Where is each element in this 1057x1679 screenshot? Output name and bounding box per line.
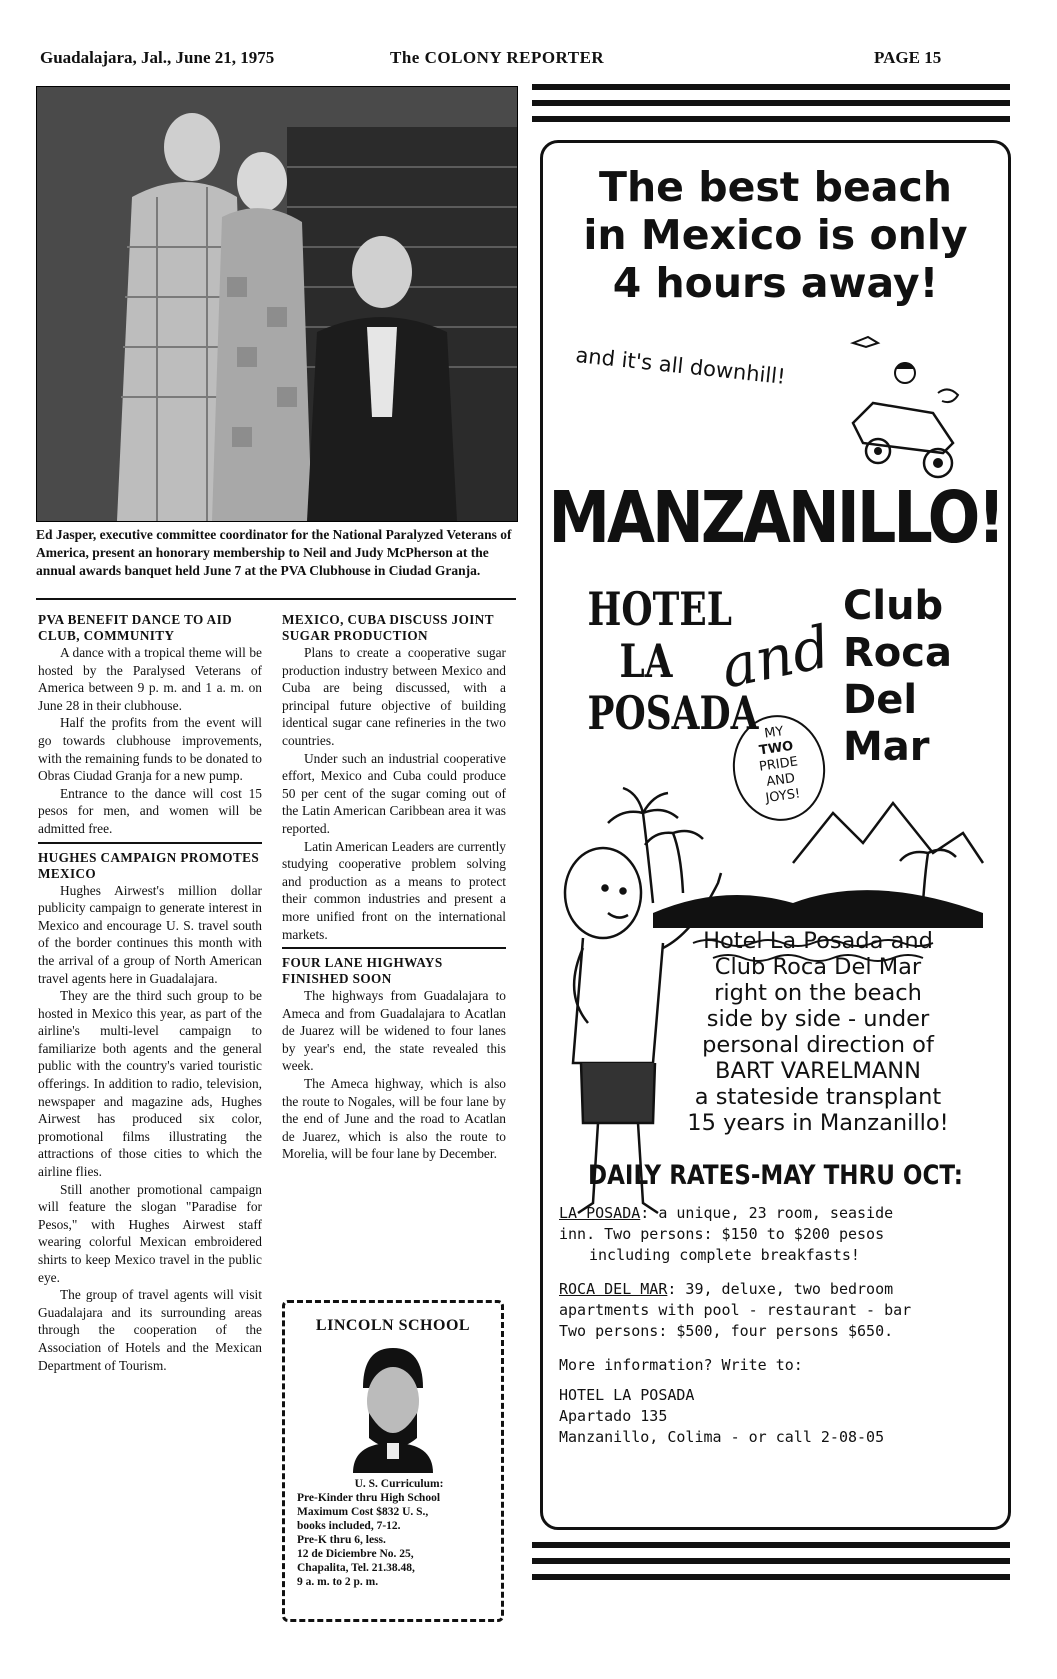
rates-line: apartments with pool - restaurant - bar xyxy=(559,1301,912,1319)
lincoln-line: Pre-Kinder thru High School xyxy=(297,1492,441,1504)
hughes-paragraph: Still another promotional campaign will feature the slogan "Paradise for Pesos," with Hughes Airwest staff wearing colorful Mexican embroidered shirts to keep Mexico travel in the public eye. xyxy=(38,1181,262,1285)
article-rule xyxy=(38,842,262,844)
ad-stripe xyxy=(532,84,1010,90)
rates-line: inn. Two persons: $150 to $200 pesos xyxy=(559,1225,885,1243)
more-info: More information? Write to: xyxy=(559,1356,803,1374)
lincoln-line: books included, 7-12. xyxy=(297,1520,401,1532)
manzanillo-ad xyxy=(540,140,1011,1530)
desc-line: personal direction of xyxy=(702,1032,934,1058)
hughes-headline: HUGHES CAMPAIGN PROMOTES MEXICO xyxy=(38,849,260,881)
article-rule xyxy=(282,947,506,949)
hughes-article xyxy=(38,882,262,1375)
address-block xyxy=(559,1385,999,1448)
pva-paragraph: A dance with a tropical theme will be hosted by the Paralysed Veterans of America between 9 p. m. and 1 a. m. on June 28 in their clubhouse. xyxy=(38,645,262,713)
lincoln-line: U. S. Curriculum: xyxy=(354,1478,444,1490)
photo-caption: Ed Jasper, executive committee coordinator for the National Paralyzed Veterans of America, present an honorary membership to Neil and Judy McPherson at the annual awards banquet held June 7 at the PVA Clubhouse in Ciudad Granja. xyxy=(36,527,512,578)
highways-headline: FOUR LANE HIGHWAYS FINISHED SOON xyxy=(282,955,443,987)
page-number: PAGE 15 xyxy=(874,48,942,67)
highways-paragraph: The highways from Guadalajara to Ameca and from Guadalajara to Acatlan de Juarez will be widened to four lanes by year's end, the state revealed this week. xyxy=(282,988,506,1074)
dateline: Guadalajara, Jal., June 21, 1975 xyxy=(40,48,275,67)
ad-headline xyxy=(543,163,1008,307)
hotel-line: LA xyxy=(619,634,673,688)
pva-article xyxy=(38,644,262,838)
highways-paragraph: The Ameca highway, which is also the route to Nogales, will be four lane by the end of June and the road to Acatlan de Juarez, which is also the route to Morelia, will be four lane by December. xyxy=(282,1076,506,1162)
jeep-illustration xyxy=(843,333,983,493)
highways-article xyxy=(282,987,506,1163)
lincoln-portrait xyxy=(343,1343,443,1473)
hughes-paragraph: They are the third such group to be hosted in Mexico this year, as part of the airline's multi-level campaign to familiarize both agents and the general public with the country's varied touristic offerings. In addition to radio, television, newspaper and magazine ads, Hughes Airwest has produced six color, promotional films illustrating the attractions of those cities to which the airline flies. xyxy=(38,988,262,1180)
lincoln-line: 9 a. m. to 2 p. m. xyxy=(297,1576,379,1588)
daily-rates-heading: DAILY RATES-MAY THRU OCT: xyxy=(588,1161,963,1191)
address-line: Apartado 135 xyxy=(559,1407,668,1425)
club-roca-del-mar xyxy=(843,583,973,771)
hotel-line: HOTEL xyxy=(587,582,732,636)
rates-line: including complete breakfasts! xyxy=(589,1246,860,1264)
hughes-paragraph: The group of travel agents will visit Guadalajara and its surrounding areas through the cooperation of the Association of Hotels and the Mexican Department of Tourism. xyxy=(38,1287,262,1373)
rates-line: Two persons: $500, four persons $650. xyxy=(559,1322,894,1340)
rates-roca xyxy=(559,1279,999,1342)
sugar-paragraph: Latin American Leaders are currently studying cooperative problem solving and production as a means to protect their common industries and present a more unified front on the international markets. xyxy=(282,838,506,942)
lincoln-line: 12 de Diciembre No. 25, xyxy=(297,1548,414,1560)
desc-line: Club Roca Del Mar xyxy=(714,954,922,980)
rates-line: : a unique, 23 room, seaside xyxy=(640,1204,894,1222)
lincoln-title: LINCOLN SCHOOL xyxy=(315,1317,471,1334)
hughes-paragraph: Hughes Airwest's million dollar publicity campaign to generate interest in Mexico and encourage U. S. travel south of the border continues this month with the arrival of a group of North American travel agents here in Guadalajara. xyxy=(38,882,262,986)
sugar-article xyxy=(282,644,506,943)
ad-stripe xyxy=(532,1542,1010,1548)
hotel-line: POSADA xyxy=(587,686,759,740)
club-line: Roca xyxy=(843,630,952,676)
rates-line: : 39, deluxe, two bedroom xyxy=(667,1280,894,1298)
club-line: Mar xyxy=(843,724,930,770)
club-line: Club xyxy=(843,583,944,629)
desc-line: a stateside transplant xyxy=(694,1084,942,1110)
desc-line: right on the beach xyxy=(714,980,922,1006)
banquet-photo xyxy=(36,86,518,522)
ad-headline-line: in Mexico is only xyxy=(583,211,968,259)
rates-posada xyxy=(559,1203,999,1266)
bubble-line: AND xyxy=(765,770,796,790)
pva-paragraph: Entrance to the dance will cost 15 pesos for men, and women will be admitted free. xyxy=(38,785,262,836)
hotel-la-posada xyxy=(587,582,759,740)
caption-rule xyxy=(36,598,516,600)
ad-description xyxy=(633,928,1003,1136)
bubble-line: PRIDE xyxy=(758,754,799,775)
pva-paragraph: Half the profits from the event will go towards clubhouse improvements, with the remaining funds to be donated to Obras Ciudad Granja for a new pump. xyxy=(38,715,262,784)
column-1 xyxy=(38,612,262,1374)
sugar-paragraph: Plans to create a cooperative sugar production industry between Mexico and Cuba are being discussed, with a principal future objective of building identical sugar cane refineries in the two countries. xyxy=(282,645,506,748)
and-script: and xyxy=(715,612,836,702)
club-line: Del xyxy=(843,677,918,723)
manzanillo-brand: MANZANILLO! xyxy=(548,475,1003,560)
ad-headline-line: The best beach xyxy=(599,163,952,211)
bubble-line: MY xyxy=(763,724,785,742)
lincoln-line: Pre-K thru 6, less. xyxy=(297,1534,386,1546)
lincoln-details xyxy=(285,1477,501,1589)
paper-name: The COLONY REPORTER xyxy=(390,48,605,67)
address-line: HOTEL LA POSADA xyxy=(559,1386,695,1404)
photo-illustration xyxy=(37,87,517,521)
sugar-headline: MEXICO, CUBA DISCUSS JOINT SUGAR PRODUCTION xyxy=(282,612,494,643)
roca-label: ROCA DEL MAR xyxy=(559,1280,668,1298)
address-line: Manzanillo, Colima - or call 2-08-05 xyxy=(559,1428,885,1446)
lincoln-line: Maximum Cost $832 U. S., xyxy=(297,1506,429,1518)
sugar-paragraph: Under such an industrial cooperative effort, Mexico and Cuba could produce 50 per cent of the sugar coming out of the Latin American Caribbean area it was reported. xyxy=(282,750,506,836)
desc-line: BART VARELMANN xyxy=(715,1058,921,1084)
desc-line: Hotel La Posada and xyxy=(703,928,933,954)
bubble-line: JOYS! xyxy=(764,786,802,807)
pva-headline: PVA BENEFIT DANCE TO AID CLUB, COMMUNITY xyxy=(38,612,233,643)
lincoln-line: Chapalita, Tel. 21.38.48, xyxy=(297,1562,415,1574)
bubble-line: TWO xyxy=(758,738,795,759)
posada-label: LA POSADA xyxy=(559,1204,641,1222)
column-2 xyxy=(282,612,506,1163)
downhill-tagline: and it's all downhill! xyxy=(574,343,787,389)
ad-stripe xyxy=(532,116,1010,122)
desc-line: side by side - under xyxy=(706,1006,930,1032)
ad-headline-line: 4 hours away! xyxy=(612,259,939,307)
ad-stripe xyxy=(532,1558,1010,1564)
desc-line: 15 years in Manzanillo! xyxy=(687,1110,949,1136)
lincoln-school-ad xyxy=(282,1300,504,1622)
ad-stripe xyxy=(532,1574,1010,1580)
ad-stripe xyxy=(532,100,1010,106)
